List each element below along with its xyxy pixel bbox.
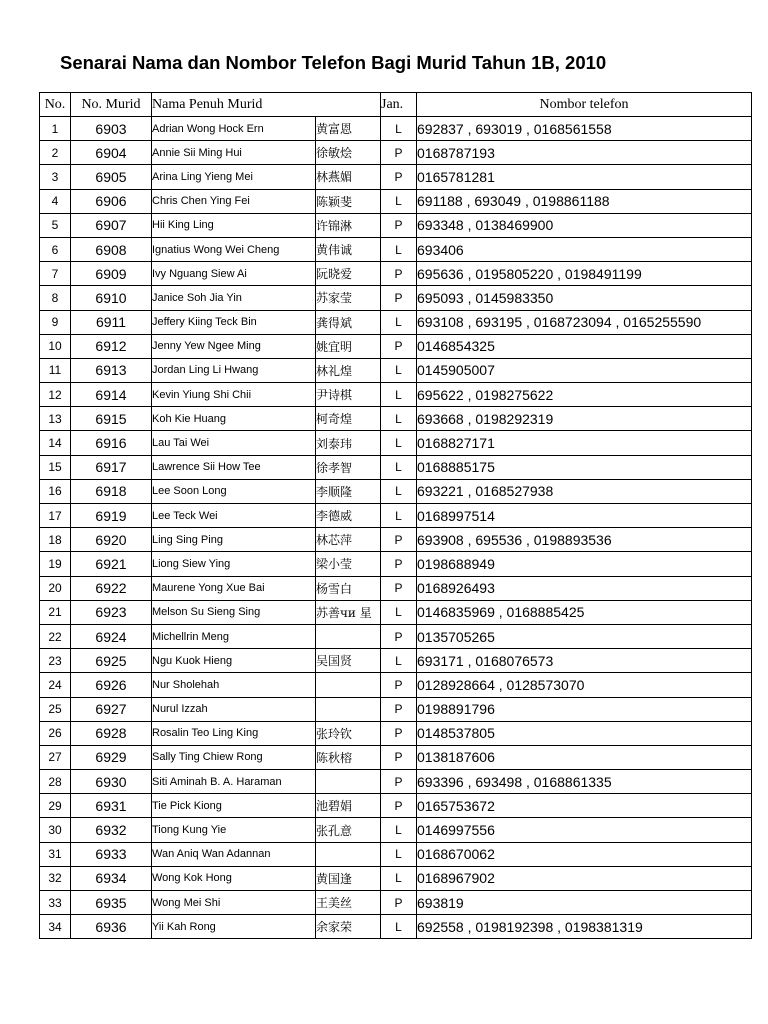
student-number: 6936 bbox=[71, 915, 152, 939]
phone-numbers: 693221 , 0168527938 bbox=[417, 479, 752, 503]
phone-numbers: 693348 , 0138469900 bbox=[417, 213, 752, 237]
student-chinese-name: 姚宜明 bbox=[316, 334, 381, 358]
gender: P bbox=[381, 794, 417, 818]
gender: P bbox=[381, 286, 417, 310]
row-number: 17 bbox=[40, 504, 71, 528]
table-row bbox=[40, 576, 752, 600]
student-number: 6920 bbox=[71, 528, 152, 552]
student-name: Jeffery Kiing Teck Bin bbox=[152, 310, 316, 334]
student-name: Ngu Kuok Hieng bbox=[152, 649, 316, 673]
student-name: Annie Sii Ming Hui bbox=[152, 141, 316, 165]
student-name: Koh Kie Huang bbox=[152, 407, 316, 431]
table-row bbox=[40, 310, 752, 334]
phone-numbers: 0146997556 bbox=[417, 818, 752, 842]
table-row bbox=[40, 237, 752, 261]
table-row bbox=[40, 673, 752, 697]
row-number: 5 bbox=[40, 213, 71, 237]
student-name: Sally Ting Chiew Rong bbox=[152, 745, 316, 769]
gender: P bbox=[381, 576, 417, 600]
student-chinese-name bbox=[316, 624, 381, 648]
gender: L bbox=[381, 649, 417, 673]
gender: P bbox=[381, 624, 417, 648]
row-number: 31 bbox=[40, 842, 71, 866]
table-row bbox=[40, 552, 752, 576]
row-number: 6 bbox=[40, 237, 71, 261]
row-number: 29 bbox=[40, 794, 71, 818]
student-chinese-name: 陈颖斐 bbox=[316, 189, 381, 213]
student-chinese-name bbox=[316, 842, 381, 866]
student-chinese-name: 徐敏烩 bbox=[316, 141, 381, 165]
student-name: Liong Siew Ying bbox=[152, 552, 316, 576]
phone-numbers: 693819 bbox=[417, 891, 752, 915]
student-number: 6933 bbox=[71, 842, 152, 866]
phone-numbers: 0168827171 bbox=[417, 431, 752, 455]
table-row bbox=[40, 915, 752, 939]
gender: L bbox=[381, 455, 417, 479]
phone-numbers: 693108 , 693195 , 0168723094 , 0165255590 bbox=[417, 310, 752, 334]
student-chinese-name bbox=[316, 673, 381, 697]
student-number: 6935 bbox=[71, 891, 152, 915]
phone-numbers: 0135705265 bbox=[417, 624, 752, 648]
phone-numbers: 695636 , 0195805220 , 0198491199 bbox=[417, 262, 752, 286]
gender: P bbox=[381, 891, 417, 915]
gender: L bbox=[381, 358, 417, 382]
row-number: 22 bbox=[40, 624, 71, 648]
header-nombor-telefon: Nombor telefon bbox=[417, 93, 752, 117]
student-name: Chris Chen Ying Fei bbox=[152, 189, 316, 213]
student-name: Adrian Wong Hock Ern bbox=[152, 117, 316, 141]
student-name: Jenny Yew Ngee Ming bbox=[152, 334, 316, 358]
student-number: 6929 bbox=[71, 745, 152, 769]
table-row bbox=[40, 213, 752, 237]
row-number: 13 bbox=[40, 407, 71, 431]
student-name: Wan Aniq Wan Adannan bbox=[152, 842, 316, 866]
student-number: 6913 bbox=[71, 358, 152, 382]
table-row bbox=[40, 383, 752, 407]
student-name: Jordan Ling Li Hwang bbox=[152, 358, 316, 382]
table-row bbox=[40, 794, 752, 818]
phone-numbers: 693908 , 695536 , 0198893536 bbox=[417, 528, 752, 552]
student-name: Lau Tai Wei bbox=[152, 431, 316, 455]
phone-numbers: 693406 bbox=[417, 237, 752, 261]
student-name: Hii King Ling bbox=[152, 213, 316, 237]
student-number: 6917 bbox=[71, 455, 152, 479]
student-chinese-name: 梁小莹 bbox=[316, 552, 381, 576]
gender: L bbox=[381, 407, 417, 431]
phone-numbers: 0198688949 bbox=[417, 552, 752, 576]
gender: L bbox=[381, 237, 417, 261]
row-number: 23 bbox=[40, 649, 71, 673]
gender: L bbox=[381, 915, 417, 939]
table-row bbox=[40, 600, 752, 624]
gender: P bbox=[381, 213, 417, 237]
phone-numbers: 691188 , 693049 , 0198861188 bbox=[417, 189, 752, 213]
student-chinese-name: 苏善чи 星 bbox=[316, 600, 381, 624]
row-number: 30 bbox=[40, 818, 71, 842]
student-number: 6910 bbox=[71, 286, 152, 310]
row-number: 21 bbox=[40, 600, 71, 624]
student-chinese-name: 林芯萍 bbox=[316, 528, 381, 552]
row-number: 28 bbox=[40, 770, 71, 794]
student-chinese-name: 阮晓爱 bbox=[316, 262, 381, 286]
student-number: 6919 bbox=[71, 504, 152, 528]
row-number: 10 bbox=[40, 334, 71, 358]
student-chinese-name: 徐孝智 bbox=[316, 455, 381, 479]
phone-numbers: 693396 , 693498 , 0168861335 bbox=[417, 770, 752, 794]
table-row bbox=[40, 407, 752, 431]
student-name: Ling Sing Ping bbox=[152, 528, 316, 552]
student-chinese-name: 林燕媚 bbox=[316, 165, 381, 189]
header-no: No. bbox=[40, 93, 71, 117]
gender: L bbox=[381, 117, 417, 141]
student-number: 6934 bbox=[71, 866, 152, 890]
student-chinese-name: 张孔意 bbox=[316, 818, 381, 842]
gender: P bbox=[381, 262, 417, 286]
student-chinese-name: 陈秋榕 bbox=[316, 745, 381, 769]
student-number: 6927 bbox=[71, 697, 152, 721]
phone-numbers: 692837 , 693019 , 0168561558 bbox=[417, 117, 752, 141]
table-row bbox=[40, 745, 752, 769]
student-name: Kevin Yiung Shi Chii bbox=[152, 383, 316, 407]
student-chinese-name bbox=[316, 770, 381, 794]
student-chinese-name: 李德威 bbox=[316, 504, 381, 528]
student-name: Ignatius Wong Wei Cheng bbox=[152, 237, 316, 261]
table-row bbox=[40, 818, 752, 842]
phone-numbers: 0138187606 bbox=[417, 745, 752, 769]
phone-numbers: 0128928664 , 0128573070 bbox=[417, 673, 752, 697]
gender: L bbox=[381, 479, 417, 503]
row-number: 34 bbox=[40, 915, 71, 939]
gender: L bbox=[381, 600, 417, 624]
student-number: 6905 bbox=[71, 165, 152, 189]
gender: P bbox=[381, 552, 417, 576]
table-row bbox=[40, 770, 752, 794]
row-number: 12 bbox=[40, 383, 71, 407]
table-row bbox=[40, 624, 752, 648]
student-chinese-name: 尹诗棋 bbox=[316, 383, 381, 407]
student-name: Ivy Nguang Siew Ai bbox=[152, 262, 316, 286]
table-row bbox=[40, 455, 752, 479]
page-title: Senarai Nama dan Nombor Telefon Bagi Murid Tahun 1B, 2010 bbox=[60, 52, 607, 73]
row-number: 9 bbox=[40, 310, 71, 334]
table-row bbox=[40, 117, 752, 141]
phone-numbers: 0198891796 bbox=[417, 697, 752, 721]
gender: P bbox=[381, 334, 417, 358]
row-number: 32 bbox=[40, 866, 71, 890]
phone-numbers: 0148537805 bbox=[417, 721, 752, 745]
table-row bbox=[40, 649, 752, 673]
student-number: 6925 bbox=[71, 649, 152, 673]
student-chinese-name: 龚得斌 bbox=[316, 310, 381, 334]
student-name: Lee Soon Long bbox=[152, 479, 316, 503]
student-number: 6922 bbox=[71, 576, 152, 600]
gender: L bbox=[381, 189, 417, 213]
student-number: 6915 bbox=[71, 407, 152, 431]
gender: P bbox=[381, 770, 417, 794]
student-number: 6923 bbox=[71, 600, 152, 624]
row-number: 4 bbox=[40, 189, 71, 213]
student-name: Michellrin Meng bbox=[152, 624, 316, 648]
student-name: Maurene Yong Xue Bai bbox=[152, 576, 316, 600]
student-number: 6904 bbox=[71, 141, 152, 165]
phone-numbers: 0165781281 bbox=[417, 165, 752, 189]
student-chinese-name: 李顺隆 bbox=[316, 479, 381, 503]
student-chinese-name: 许锦淋 bbox=[316, 213, 381, 237]
student-number: 6908 bbox=[71, 237, 152, 261]
table-row bbox=[40, 358, 752, 382]
student-number: 6926 bbox=[71, 673, 152, 697]
student-number: 6906 bbox=[71, 189, 152, 213]
student-chinese-name: 杨雪白 bbox=[316, 576, 381, 600]
row-number: 18 bbox=[40, 528, 71, 552]
student-number: 6932 bbox=[71, 818, 152, 842]
row-number: 14 bbox=[40, 431, 71, 455]
table-row bbox=[40, 165, 752, 189]
phone-numbers: 0168670062 bbox=[417, 842, 752, 866]
row-number: 11 bbox=[40, 358, 71, 382]
phone-numbers: 0168967902 bbox=[417, 866, 752, 890]
student-name: Tiong Kung Yie bbox=[152, 818, 316, 842]
phone-numbers: 0168885175 bbox=[417, 455, 752, 479]
phone-numbers: 0168997514 bbox=[417, 504, 752, 528]
gender: L bbox=[381, 310, 417, 334]
gender: L bbox=[381, 866, 417, 890]
student-number: 6909 bbox=[71, 262, 152, 286]
student-number: 6911 bbox=[71, 310, 152, 334]
phone-numbers: 695093 , 0145983350 bbox=[417, 286, 752, 310]
student-number: 6931 bbox=[71, 794, 152, 818]
phone-numbers: 0168787193 bbox=[417, 141, 752, 165]
row-number: 24 bbox=[40, 673, 71, 697]
row-number: 33 bbox=[40, 891, 71, 915]
table-row bbox=[40, 697, 752, 721]
header-jantina: Jan. bbox=[381, 93, 417, 117]
student-chinese-name: 张玲钦 bbox=[316, 721, 381, 745]
student-name: Arina Ling Yieng Mei bbox=[152, 165, 316, 189]
student-chinese-name: 吴国贤 bbox=[316, 649, 381, 673]
student-chinese-name: 黄伟诚 bbox=[316, 237, 381, 261]
table-row bbox=[40, 286, 752, 310]
row-number: 19 bbox=[40, 552, 71, 576]
phone-numbers: 693668 , 0198292319 bbox=[417, 407, 752, 431]
table-row bbox=[40, 721, 752, 745]
gender: P bbox=[381, 697, 417, 721]
table-row bbox=[40, 262, 752, 286]
student-chinese-name: 余家荣 bbox=[316, 915, 381, 939]
table-row bbox=[40, 528, 752, 552]
row-number: 1 bbox=[40, 117, 71, 141]
student-number: 6914 bbox=[71, 383, 152, 407]
student-name: Lawrence Sii How Tee bbox=[152, 455, 316, 479]
phone-numbers: 0146854325 bbox=[417, 334, 752, 358]
phone-numbers: 692558 , 0198192398 , 0198381319 bbox=[417, 915, 752, 939]
row-number: 25 bbox=[40, 697, 71, 721]
row-number: 3 bbox=[40, 165, 71, 189]
gender: P bbox=[381, 528, 417, 552]
student-number: 6916 bbox=[71, 431, 152, 455]
row-number: 27 bbox=[40, 745, 71, 769]
table-row bbox=[40, 141, 752, 165]
student-number: 6928 bbox=[71, 721, 152, 745]
row-number: 15 bbox=[40, 455, 71, 479]
student-chinese-name: 池碧娟 bbox=[316, 794, 381, 818]
phone-numbers: 0145905007 bbox=[417, 358, 752, 382]
student-name: Wong Mei Shi bbox=[152, 891, 316, 915]
student-number: 6903 bbox=[71, 117, 152, 141]
phone-numbers: 0168926493 bbox=[417, 576, 752, 600]
student-number: 6907 bbox=[71, 213, 152, 237]
phone-numbers: 0146835969 , 0168885425 bbox=[417, 600, 752, 624]
student-chinese-name: 王美丝 bbox=[316, 891, 381, 915]
student-name: Wong Kok Hong bbox=[152, 866, 316, 890]
gender: L bbox=[381, 383, 417, 407]
row-number: 2 bbox=[40, 141, 71, 165]
gender: L bbox=[381, 504, 417, 528]
student-table bbox=[39, 92, 752, 939]
gender: L bbox=[381, 818, 417, 842]
table-row bbox=[40, 504, 752, 528]
student-chinese-name: 林礼煌 bbox=[316, 358, 381, 382]
student-chinese-name: 柯奇煌 bbox=[316, 407, 381, 431]
gender: L bbox=[381, 431, 417, 455]
student-number: 6921 bbox=[71, 552, 152, 576]
header-nama-penuh: Nama Penuh Murid bbox=[152, 93, 381, 117]
table-row bbox=[40, 891, 752, 915]
student-chinese-name: 黄国逢 bbox=[316, 866, 381, 890]
row-number: 20 bbox=[40, 576, 71, 600]
student-name: Siti Aminah B. A. Haraman bbox=[152, 770, 316, 794]
header-no-murid: No. Murid bbox=[71, 93, 152, 117]
gender: P bbox=[381, 745, 417, 769]
phone-numbers: 693171 , 0168076573 bbox=[417, 649, 752, 673]
student-name: Lee Teck Wei bbox=[152, 504, 316, 528]
gender: P bbox=[381, 141, 417, 165]
student-name: Janice Soh Jia Yin bbox=[152, 286, 316, 310]
student-name: Rosalin Teo Ling King bbox=[152, 721, 316, 745]
student-number: 6924 bbox=[71, 624, 152, 648]
student-name: Melson Su Sieng Sing bbox=[152, 600, 316, 624]
student-name: Tie Pick Kiong bbox=[152, 794, 316, 818]
student-name: Nur Sholehah bbox=[152, 673, 316, 697]
student-number: 6930 bbox=[71, 770, 152, 794]
gender: P bbox=[381, 721, 417, 745]
phone-numbers: 0165753672 bbox=[417, 794, 752, 818]
table-row bbox=[40, 479, 752, 503]
student-name: Nurul Izzah bbox=[152, 697, 316, 721]
table-row bbox=[40, 334, 752, 358]
phone-numbers: 695622 , 0198275622 bbox=[417, 383, 752, 407]
student-number: 6912 bbox=[71, 334, 152, 358]
table-row bbox=[40, 189, 752, 213]
student-number: 6918 bbox=[71, 479, 152, 503]
row-number: 26 bbox=[40, 721, 71, 745]
table-row bbox=[40, 842, 752, 866]
row-number: 7 bbox=[40, 262, 71, 286]
gender: L bbox=[381, 842, 417, 866]
student-name: Yii Kah Rong bbox=[152, 915, 316, 939]
table-row bbox=[40, 431, 752, 455]
table-header-row bbox=[40, 93, 752, 117]
student-chinese-name: 黄富恩 bbox=[316, 117, 381, 141]
row-number: 16 bbox=[40, 479, 71, 503]
table-row bbox=[40, 866, 752, 890]
student-chinese-name bbox=[316, 697, 381, 721]
gender: P bbox=[381, 673, 417, 697]
student-chinese-name: 刘泰玮 bbox=[316, 431, 381, 455]
student-chinese-name: 苏家莹 bbox=[316, 286, 381, 310]
gender: P bbox=[381, 165, 417, 189]
row-number: 8 bbox=[40, 286, 71, 310]
